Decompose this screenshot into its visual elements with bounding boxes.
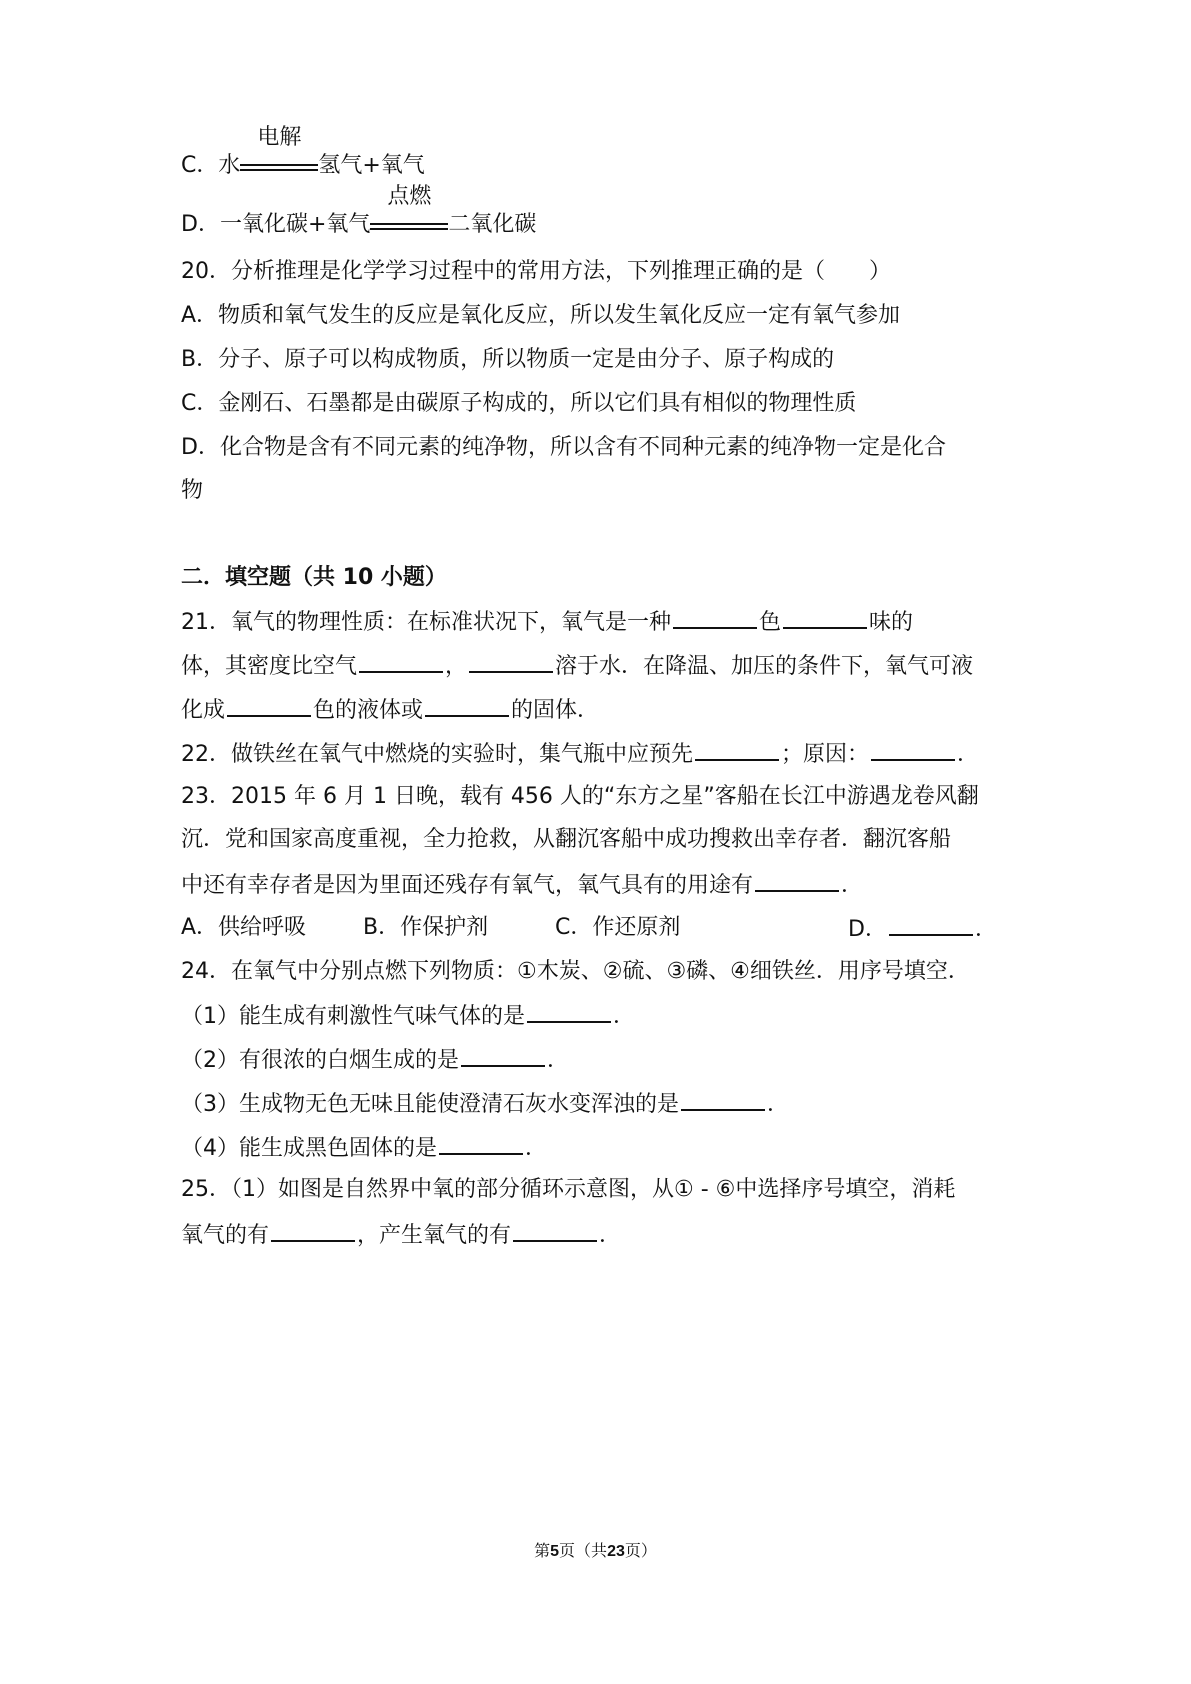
q24-s3-end: ． [767, 1092, 790, 1117]
q21-text-1c: 味的 [869, 610, 914, 635]
q20-option-b: B．分子、原子可以构成物质，所以物质一定是由分子、原子构成的 [181, 347, 835, 372]
q24-s1-text: （1）能生成有刺激性气味气体的是 [181, 1004, 525, 1029]
answer-blank[interactable] [469, 649, 553, 673]
reaction-condition: 电解 [257, 125, 302, 150]
q21-text-3c: 的固体． [511, 698, 600, 723]
q21-text-3a: 化成 [181, 698, 226, 723]
answer-blank[interactable] [527, 999, 611, 1023]
q20-option-c: C．金刚石、石墨都是由碳原子构成的，所以它们具有相似的物理性质 [181, 391, 857, 416]
answer-blank[interactable] [227, 693, 311, 717]
reaction-condition: 点燃 [387, 184, 432, 209]
q21-line1 [181, 605, 913, 639]
footer-page-number: 5 [550, 1543, 560, 1560]
q19-c-prefix: C．水 [181, 153, 241, 178]
q24-s2-end: ． [547, 1048, 570, 1073]
q21-text-3b: 色的液体或 [313, 698, 424, 723]
q23-option-c: C．作还原剂 [555, 915, 681, 940]
q21-text-2c: 溶于水．在降温、加压的条件下，氧气可液 [555, 654, 974, 679]
q25-line1: 25．（1）如图是自然界中氧的部分循环示意图，从① - ⑥中选择序号填空，消耗 [181, 1177, 956, 1202]
q24-s3-text: （3）生成物无色无味且能使澄清石灰水变浑浊的是 [181, 1092, 679, 1117]
q25-line2 [181, 1218, 621, 1252]
q24-s4-text: （4）能生成黑色固体的是 [181, 1136, 437, 1161]
footer-total-pages: 23 [607, 1543, 625, 1560]
q23-text-3b: ． [841, 873, 864, 898]
q23-line3 [181, 868, 863, 902]
q25-text-2a: 氧气的有 [181, 1223, 270, 1248]
q21-text-1a: 21．氧气的物理性质：在标准状况下，氧气是一种 [181, 610, 671, 635]
q23-text-3a: 中还有幸存者是因为里面还残存有氧气，氧气具有的用途有 [181, 873, 754, 898]
section-title: 二．填空题（共 10 小题） [181, 565, 447, 590]
q20-option-d-line1: D．化合物是含有不同元素的纯净物，所以含有不同种元素的纯净物一定是化合 [181, 435, 946, 460]
answer-blank[interactable] [271, 1218, 355, 1242]
answer-blank[interactable] [425, 693, 509, 717]
answer-blank[interactable] [513, 1218, 597, 1242]
q24-sub3 [181, 1087, 789, 1121]
q23-line1: 23．2015 年 6 月 1 日晚，载有 456 人的“东方之星”客船在长江中游遇龙卷风翻 [181, 784, 979, 809]
q23-option-a: A．供给呼吸 [181, 915, 307, 940]
q22 [181, 737, 979, 771]
answer-blank[interactable] [461, 1043, 545, 1067]
q24-stem: 24．在氧气中分别点燃下列物质：①木炭、②硫、③磷、④细铁丝．用序号填空． [181, 959, 970, 984]
q23-line2: 沉．党和国家高度重视，全力抢救，从翻沉客船中成功搜救出幸存者．翻沉客船 [181, 827, 952, 852]
answer-blank[interactable] [695, 737, 779, 761]
q25-text-2b: ，产生氧气的有 [357, 1223, 512, 1248]
q24-s1-end: ． [613, 1004, 636, 1029]
answer-blank[interactable] [359, 649, 443, 673]
q22-text-a: 22．做铁丝在氧气中燃烧的实验时，集气瓶中应预先 [181, 742, 693, 767]
answer-blank[interactable] [439, 1131, 523, 1155]
q22-text-c: ． [957, 742, 980, 767]
q21-text-1b: 色 [759, 610, 782, 635]
q25-text-2c: ． [599, 1223, 622, 1248]
answer-blank[interactable] [755, 868, 839, 892]
q19-c-products: 氢气+氧气 [318, 153, 425, 178]
q24-sub2 [181, 1043, 569, 1077]
footer-pre: 第 [534, 1541, 551, 1560]
answer-blank[interactable] [889, 912, 973, 936]
q21-text-2b: ， [445, 654, 468, 679]
footer-mid: 页（共 [559, 1541, 608, 1560]
page-footer [0, 1538, 1191, 1561]
answer-blank[interactable] [871, 737, 955, 761]
q21-line3 [181, 693, 599, 727]
q19-d-prefix: D．一氧化碳+氧气 [181, 212, 371, 237]
q19-option-d [181, 184, 537, 241]
q20-option-d-line2: 物 [181, 478, 204, 503]
answer-blank[interactable] [783, 605, 867, 629]
answer-blank[interactable] [681, 1087, 765, 1111]
footer-post: 页） [624, 1541, 657, 1560]
q19-d-products: 二氧化碳 [448, 212, 537, 237]
q22-text-b: ；原因： [781, 742, 870, 767]
q20-option-a: A．物质和氧气发生的反应是氧化反应，所以发生氧化反应一定有氧气参加 [181, 303, 901, 328]
q20-stem: 20．分析推理是化学学习过程中的常用方法，下列推理正确的是（ ） [181, 259, 891, 284]
answer-blank[interactable] [673, 605, 757, 629]
q23-d-label: D． [848, 917, 887, 942]
q23-option-d [848, 912, 997, 946]
q21-text-2a: 体，其密度比空气 [181, 654, 358, 679]
q24-s2-text: （2）有很浓的白烟生成的是 [181, 1048, 459, 1073]
q23-option-b: B．作保护剂 [363, 915, 489, 940]
q19-option-c [181, 125, 425, 182]
reaction-arrow [240, 125, 318, 172]
q24-s4-end: ． [525, 1136, 548, 1161]
q23-d-end: ． [974, 917, 997, 942]
q24-sub1 [181, 999, 635, 1033]
reaction-arrow [370, 184, 448, 231]
q24-sub4 [181, 1131, 547, 1165]
q21-line2 [181, 649, 973, 683]
